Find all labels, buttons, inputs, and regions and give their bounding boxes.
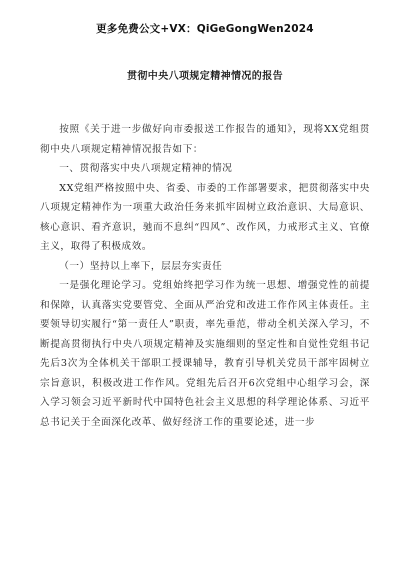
- watermark-header: 更多免费公文+VX：QiGeGongWen2024: [96, 23, 314, 35]
- section-heading: 一、贯彻落实中央八项规定精神的情况: [59, 163, 233, 174]
- document-title: 贯彻中央八项规定精神情况的报告: [127, 71, 283, 82]
- section-body-paragraph: XX党组严格按照中央、省委、市委的工作部署要求，把贯彻落实中央八项规定精神作为一项重大政治任务来抓牢固树立政治意识、大局意识、核心意识、看齐意识，驰而不息纠“四风”、改作风，力戒形式主义、官僚主义，取得了积极成效。: [40, 182, 370, 252]
- subsection-heading: （一）坚持以上率下，层层夯实责任: [59, 260, 223, 272]
- subsection-body-paragraph: 一是强化理论学习。党组始终把学习作为统一思想、增强党性的前提和保障，认真落实党要管党、全面从严治党和改进工作作风主体责任。主要领导切实履行“第一责任人”职责，率先垂范，带动全机关深入学习，不断提高贯彻执行中央八项规定精神及实施细则的坚定性和自觉性党组书记先后3次为全体机关干部职工授课辅导，教育引导机关党员干部牢固树立宗旨意识，积极改进工作作风。党组先后召开6次党组中心组学习会，深入学习领会习近平新时代中国特色社会主义思想的科学理论体系、习近平总书记关于全面深化改革、做好经济工作的重要论述，进一步: [40, 280, 370, 428]
- intro-paragraph: 按照《关于进一步做好向市委报送工作报告的通知》，现将XX党组贯彻中央八项规定精神情况报告如下：: [40, 124, 370, 155]
